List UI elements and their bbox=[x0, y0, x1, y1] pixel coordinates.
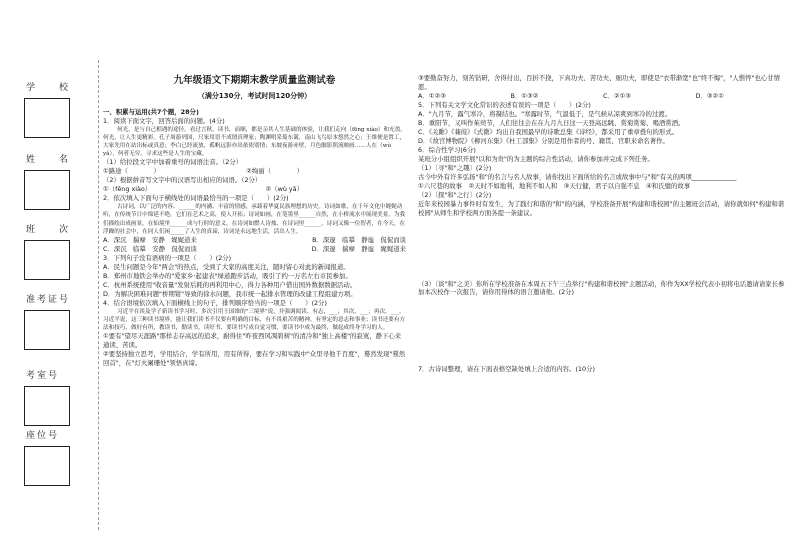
name-box[interactable] bbox=[24, 170, 70, 210]
question-6-1-text[interactable]: 古今中外有许多弘扬"和"的名言与名人故事，请你找出下面所给的名言或故事中与"和"有关的两项______________ bbox=[418, 172, 737, 181]
question-3: 3．下列句子没有语病的一项是（ ）(2分) bbox=[103, 253, 232, 262]
left-column bbox=[103, 74, 406, 368]
question-5: 5．下列有关文学文化常识的表述有误的一项是（ ）(2分) bbox=[418, 100, 591, 109]
q2-option-b[interactable]: B．深邃 临摹 静谧 侃侃而谈 bbox=[312, 235, 406, 244]
question-6-2-text: 近年来校园暴力事件时有发生，为了践行和谐的"和"的内涵，学校准备开展"构建和谐校园"的主题班会活动，请你就如何"构建和谐校园"从师生和学校两方面各提一条建议。 bbox=[418, 199, 785, 217]
q4-sentence-3: ③要勤奋努力，刻苦钻研，舍得付出，百折不挠，下真功夫、苦功夫、细功夫，即使是"衣带渐宽"也"终不悔"，"人憔悴"也心甘情愿。 bbox=[418, 74, 781, 91]
q5-option-d[interactable]: D．《故宫博物院》《柳河东集》《杜工部集》分别是用作者的号、籍贯、官职来命名著作。 bbox=[418, 136, 669, 145]
question-1: 1．阅读下面文字，回答后面的问题。(4分) bbox=[103, 117, 225, 126]
q1-1-item-a[interactable]: ①路途（ ） bbox=[103, 167, 160, 176]
question-2-options-row2 bbox=[103, 245, 406, 254]
q4-sentence-2: ②要坚持独立思考，学用结合，学有所用，用有所得，要在学习和实践中"众里寻他千百度"，蓦然发现"蓦然回首"，在"灯火阑珊处"领悟真谛。 bbox=[103, 349, 406, 367]
question-1-passage: 何光，是与自己相遇的途径。看过言秋，读书，而顺，都是亲其人生基础的体验，让我们走向（fēng xiào）和充盈。何光，让人生更精彩。孔子周游列国，尺家用语不成谓真理家；陶渊明采菊东篱，南山飞鸟原本悠然之心；王维便是置工，大家先用在站出标或真意；李白已经流放，孤帆远影亦出依依别情；东坡夜游赤壁，月色幽影照流映画……人在（wù yǎ），何者无穷，寻求这些是人生的宝藏。 bbox=[103, 127, 406, 158]
q4-option-c[interactable]: C．②①③ bbox=[603, 91, 632, 100]
q3-option-d[interactable]: D．为解决困难问题"桥期钳"导致的徐水问题，我市统一起排水管理的改建工程组建方项。 bbox=[103, 289, 357, 298]
question-4-options bbox=[418, 92, 788, 101]
question-1-2: （2）根据拼音写文字中的汉语写出相应的词语。（2分） bbox=[103, 176, 262, 185]
exam-subtitle: （满分130分，考试时间120分钟） bbox=[197, 92, 312, 101]
binding-line bbox=[98, 60, 99, 530]
candidate-info-sidebar bbox=[0, 0, 100, 552]
question-6-2: （2）〔探"和"之行〕(2分) bbox=[418, 190, 492, 199]
ticket-label: 准考证号 bbox=[26, 295, 71, 305]
question-2: 2．依次填入下面句子横线处的词语最恰当的一项是（ ）(2分) bbox=[103, 194, 289, 203]
school-box[interactable] bbox=[24, 98, 70, 138]
name-label: 姓 名 bbox=[26, 155, 71, 165]
question-4-passage: 习近平在谈及学子新读书学习时，多次引用王国维的"三境界"说，并强调阅读、有志，___；其次，___；再次，___。习近平说，这三种读书境界，能让我们读书不仅要有明确的目标，有不畏艰苦的精神，有坚定的意志和事业；读书还要有方法和技巧，做好有所，教读书，勤读书，读好书，要读书写成自觉习惯，要读书中成为最终，做起成终身学习的人。 bbox=[103, 308, 406, 331]
q1-2-item-a[interactable]: ①（fēng xiào） bbox=[103, 185, 152, 194]
question-4: 4．结合语境依次填入下面横线上的句子，排列顺序恰当的一项是（ ）(2分) bbox=[103, 298, 328, 307]
q3-option-c[interactable]: C．杭州系统使用"收音量"发射后耗的再利用中心，得力各种用户借出国外数据数据活动。 bbox=[103, 280, 357, 289]
answer-space-6-3[interactable] bbox=[418, 297, 788, 365]
section-heading: 一、积累与运用(共7个题，28分) bbox=[103, 108, 199, 117]
ticket-box[interactable] bbox=[24, 310, 70, 350]
q2-option-c[interactable]: C．深沉 临摹 安静 侃侃而谈 bbox=[103, 244, 197, 253]
question-6-intro: 某班分小组组织开展"以和为贵"的为主题的综合性活动，请你参加并完成下列任务。 bbox=[418, 154, 654, 163]
question-6-1: （1）〔寻"和"之趣〕(2分) bbox=[418, 163, 492, 172]
q3-option-b[interactable]: B．郑州市地铁会举办的"爱家乡·起建表"绿道跑步活动，吸引了约一万名左右市民参加。 bbox=[103, 271, 352, 280]
q5-option-c[interactable]: C．《关雎》《蒹葭》《式微》均出自我国最早的诗歌总集《诗经》，都采用了重章叠句的形式。 bbox=[418, 127, 679, 136]
q5-option-b[interactable]: B．重阳节，又叫作茱萸节，人们往往会在在九月九日这一天登高远眺、赏菊赏菊、喝酒赏酒。 bbox=[418, 118, 685, 127]
q4-sentence-1: ①要有"望尽天涯路"那样志存高远的追求，耐得住"昨夜西风凋碧树"的清冷和"独上高楼"的寂寞，静下心来通读、苦读。 bbox=[103, 331, 402, 349]
q1-1-item-b[interactable]: ②绚丽（ ） bbox=[246, 167, 303, 176]
q3-option-a[interactable]: A．民生问题是今年"两会"的热点，受到了大家的高度关注，随时留心对此的新闻报道。 bbox=[103, 262, 350, 271]
question-2-passage: 古诗词，以广泛的内容、______的内涵、丰富的情感，承载着华夏民族理想的历史。诗词如歌，在千年文化中娓娓动听，在传统节日中绵延不绝。它们在艺术之高，使人开拓；诗词如画，在笔墨里______自然，在小桥流水中展现美景。为我们描绘出成画景，在仙境里______成与行时的意义。在诗词如燃人诗烛，在诗词里______，诗词又像一位智者，在今天，在浮躁的社会中，在同人们闲_____了人生的真谛，诗词是永远地生活，活出人生。 bbox=[103, 204, 406, 235]
question-6-3: （3）〔谈"和"之美〕你所在学校准备在本周五下午三点举行"构建和谐校园"主题活动，你作为XX学校代表小初将电话邀请请家长参加本次校作一次报告，请你用得体的语言邀请他。(2分) bbox=[418, 279, 785, 297]
q2-option-a[interactable]: A．深沉 揣摩 安静 娓娓道来 bbox=[103, 235, 197, 244]
exam-title: 九年级语文下期期末教学质量监测试卷 bbox=[173, 75, 336, 86]
seat-label: 座位号 bbox=[26, 431, 60, 441]
question-1-1: （1）给拉段文字中加着重号的词语注音。（2分） bbox=[103, 158, 243, 167]
class-label: 班 次 bbox=[26, 225, 71, 235]
q2-option-d[interactable]: D．深邃 揣摩 静谧 娓娓道来 bbox=[311, 244, 406, 253]
room-label: 考室号 bbox=[26, 371, 60, 381]
right-column bbox=[418, 74, 788, 374]
question-2-options-row1 bbox=[103, 236, 406, 245]
q4-option-a[interactable]: A．①②③ bbox=[418, 91, 446, 100]
class-box[interactable] bbox=[24, 240, 70, 280]
question-6: 6．综合性学习(6分) bbox=[418, 145, 476, 154]
answer-space-6-2[interactable] bbox=[418, 218, 788, 280]
q4-option-b[interactable]: B．①③② bbox=[510, 91, 539, 100]
question-7: 7．古诗词整理，请在下面表格空缺处填上合适的内容。(10分) bbox=[418, 365, 595, 374]
room-box[interactable] bbox=[24, 386, 70, 426]
question-1-2-items bbox=[103, 185, 303, 194]
q1-2-item-b[interactable]: ②（wù yǎ） bbox=[265, 185, 303, 194]
q4-option-d[interactable]: D．③②① bbox=[695, 91, 724, 100]
question-6-1-options: ①六尺巷的故事 ②天时不如地利，地利不如人和 ③天行健，君子以自强不息 ④和氏璧的故事 bbox=[418, 181, 691, 190]
q5-option-a[interactable]: A．"九月节，露气寒冷，将凝结也。"寒露时节，气温低于，是气候从凉爽到寒冷的过渡。 bbox=[418, 109, 672, 118]
school-label: 学 校 bbox=[26, 83, 71, 93]
seat-box[interactable] bbox=[24, 446, 70, 486]
